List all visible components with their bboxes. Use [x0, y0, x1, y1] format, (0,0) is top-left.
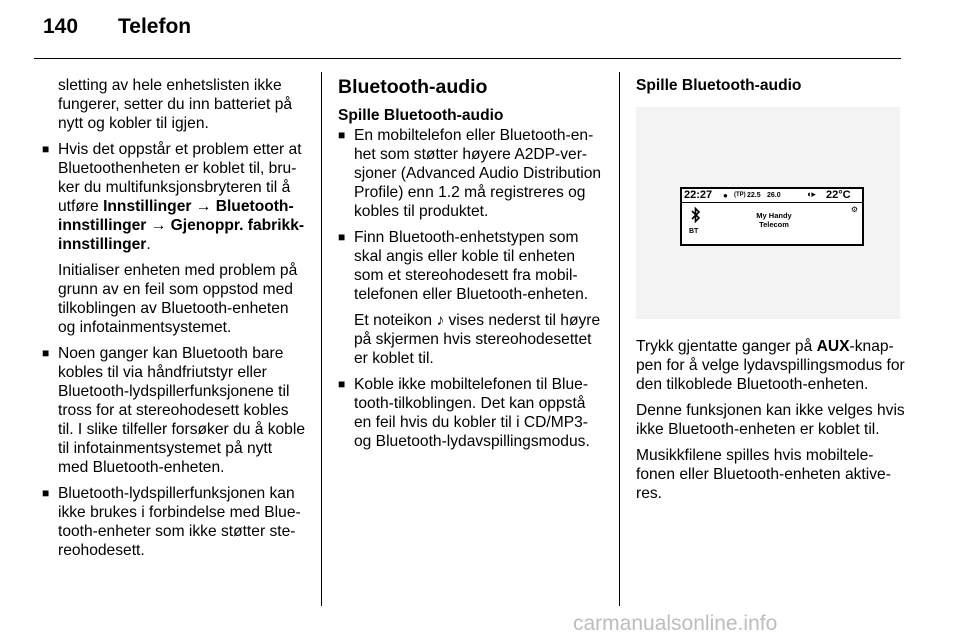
list-item	[42, 344, 306, 477]
device-name	[740, 211, 808, 229]
aux-key-label: AUX	[816, 338, 850, 355]
page-number: 140	[43, 15, 79, 38]
continuation-text: sletting av hele enhetslisten ikke fungerer, setter du inn batteriet på nytt og kobler til igjen.	[58, 77, 293, 132]
clock-readout: 22:27	[684, 189, 713, 201]
section-heading: Bluetooth-audio	[338, 76, 488, 98]
bullet-list-left	[42, 140, 306, 560]
note-text: Initialiser enheten med problem på grunn av en feil som oppstod med tilkoblingen av Bluetooth-enheten og infotainmentsystemet.	[58, 262, 298, 336]
bullet-list-middle	[338, 126, 602, 451]
figure-heading: Spille Bluetooth-audio	[636, 77, 802, 94]
column-divider-2	[619, 72, 620, 606]
signal-icon: ◖▸	[806, 189, 816, 199]
bullet-icon: ■	[338, 377, 346, 391]
menu-path-reset: Gjenoppr. fabrikk-innstillinger	[58, 217, 305, 253]
bullet-text: Hvis det oppstår et problem etter at Bluetoothenheten er koblet til, bruker du multifunksjonsbryteren til å utføre	[58, 141, 302, 215]
bt-label: BT	[689, 228, 699, 235]
bullet-icon: ■	[42, 346, 50, 360]
bullet-text-end: .	[146, 236, 151, 253]
bullet-icon: ■	[42, 486, 50, 500]
settings-icon: ⚙	[850, 205, 858, 214]
column-right	[636, 76, 906, 510]
list-item	[42, 484, 306, 560]
tp-icon: (TP)	[734, 192, 746, 198]
bullet-text: Finn Bluetooth-enhetstypen som skal angis eller koble til enheten som et stereohodesett fra mobiltelefonen eller Bluetooth-enheten.	[354, 229, 589, 303]
list-item	[338, 228, 602, 304]
bullet-text: Noen ganger kan Bluetooth bare kobles til via håndfriutstyr eller Bluetooth-lydspillerfunksjonene til tross for at stereohodesett kobles til. I slike tilfeller forsøker du å koble til infotainmentsystemet på nytt med Bluetooth-enheten.	[58, 345, 305, 476]
page-header	[43, 17, 191, 36]
temperature-readout: 22°C	[826, 189, 851, 201]
header-rule	[34, 58, 901, 59]
list-item	[338, 375, 602, 451]
display-illustration	[636, 107, 900, 319]
lcd-status-bar	[682, 189, 862, 203]
paragraph-playback: Musikkfilene spilles hvis mobiltelefonen eller Bluetooth-enheten aktiveres.	[636, 447, 891, 502]
paragraph-text: Trykk gjentatte ganger på	[636, 338, 817, 355]
bullet-icon: ■	[338, 230, 346, 244]
readout-value-1: 22.5	[747, 192, 761, 199]
bluetooth-icon	[691, 206, 701, 224]
paragraph-text-end: -knappen for å velge lydavspillingsmodus for den tilkoblede Bluetooth-enheten.	[636, 338, 905, 393]
bullet-text: En mobiltelefon eller Bluetooth-enhet som støtter høyere A2DP-versjoner (Advanced Audio Distribution Profile) enn 1.2 må registreres og kobles til produktet.	[354, 127, 602, 220]
column-divider-1	[321, 72, 322, 606]
paragraph-unavailable: Denne funksjonen kan ikke velges hvis ikke Bluetooth-enheten er koblet til.	[636, 402, 905, 438]
readout-value-2: 26.0	[767, 192, 781, 199]
note-icon-text: Et noteikon ♪ vises nederst til høyre på skjermen hvis stereohodesettet er koblet til.	[354, 312, 601, 367]
column-left	[42, 76, 306, 567]
bullet-icon: ■	[42, 142, 50, 156]
list-item	[338, 126, 602, 221]
device-name-line-2: Telecom	[759, 220, 789, 229]
menu-path-settings: Innstillinger	[103, 198, 192, 215]
lcd-screen	[680, 187, 864, 246]
device-name-line-1: My Handy	[756, 211, 792, 220]
paragraph-aux	[636, 337, 906, 394]
chapter-title: Telefon	[118, 15, 192, 38]
subsection-heading: Spille Bluetooth-audio	[338, 107, 504, 124]
menu-path-bluetooth: Bluetooth-innstillinger	[58, 198, 294, 234]
arrow-icon: →	[191, 198, 216, 215]
list-item	[42, 140, 306, 254]
watermark: carmanualsonline.info	[573, 612, 778, 635]
column-middle	[338, 76, 602, 458]
bullet-icon: ■	[338, 128, 346, 142]
bullet-text: Koble ikke mobiltelefonen til Bluetooth-tilkoblingen. Det kan oppstå en feil hvis du kobler til i CD/MP3- og Bluetooth-lydavspillingsmodus.	[354, 376, 590, 450]
bullet-text: Bluetooth-lydspillerfunksjonen kan ikke brukes i forbindelse med Bluetooth-enheter som ikke støtter stereohodesett.	[58, 485, 301, 559]
arrow-icon: →	[146, 217, 171, 234]
cd-icon: ●	[723, 191, 728, 200]
